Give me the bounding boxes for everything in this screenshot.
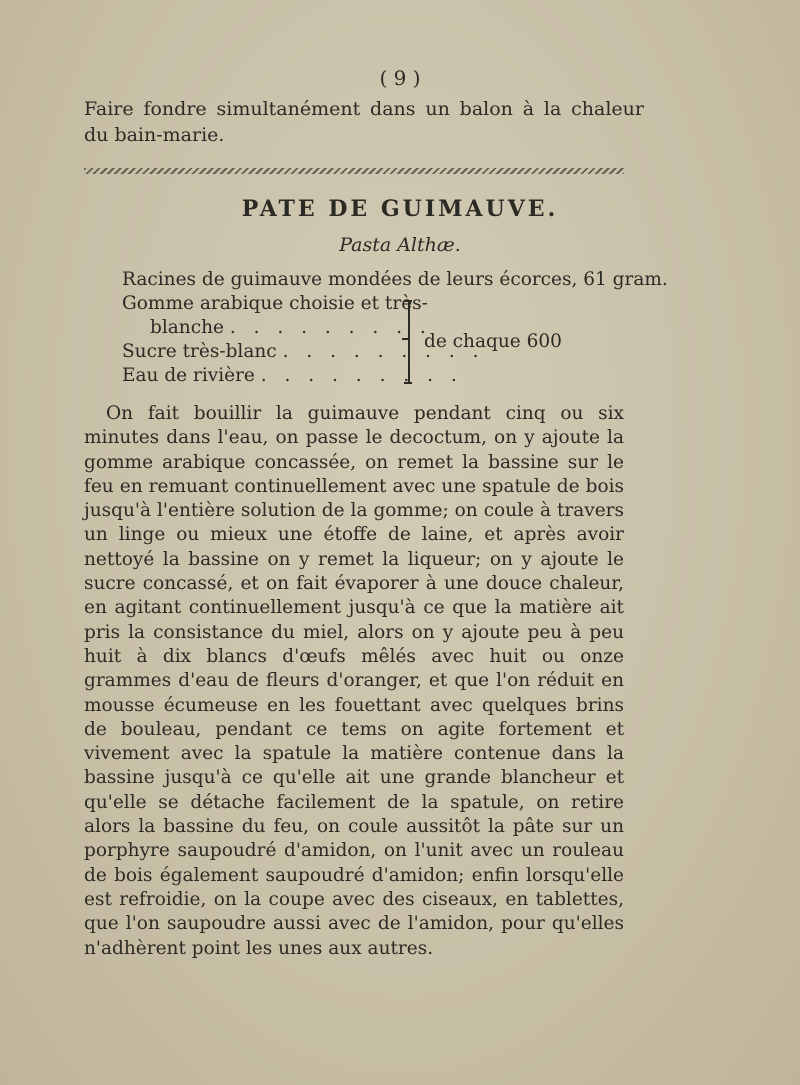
section-divider [84, 168, 624, 174]
quantity-each-label: de chaque 600 [424, 331, 562, 352]
latin-name: Pasta Althæ. [339, 234, 461, 256]
procedure-paragraph: On fait bouillir la guimauve pendant cinq ou six minutes dans l'eau, on passe le decoctum, on y ajoute la gomme arabique concassée, on remet la bassine sur le feu en remuant continuellement avec une spatule de bois jusqu'à l'entière solution de la gomme; on coule à travers un linge ou mieux une étoffe de laine, et après avoir nettoyé la bassine on y remet la liqueur; on y ajoute le sucre concassé, et on fait évaporer à une douce chaleur, en agitant continuellement jusqu'à ce que la matière ait pris la consistance du miel, alors on y ajoute peu à peu huit à dix blancs d'œufs mêlés avec huit ou onze grammes d'eau de fleurs d'oranger, et que l'on réduit en mousse écumeuse en les fouettant avec quelques brins de bouleau, pendant ce tems on agite fortement et vivement avec la spatule la matière contenue dans la bassine jusqu'à ce qu'elle ait une grande blancheur et qu'elle se détache facilement de la spatule, on retire alors la bassine du feu, on coule aussitôt la pâte sur un porphyre saupoudré d'amidon, on l'unit avec un rouleau de bois également saupoudré d'amidon; enfin lorsqu'elle est refroidie, on la coupe avec des ciseaux, en tablettes, que l'on saupoudre aussi avec de l'amidon, pour qu'elles n'adhèrent point les unes aux autres. [84, 403, 624, 959]
page-number: ( 9 ) [379, 66, 421, 90]
ingredient-name: Eau de rivière [122, 365, 255, 386]
grouping-brace [408, 300, 422, 384]
section-title: PATE DE GUIMAUVE. [241, 196, 559, 222]
ingredient-line-4 [122, 340, 642, 364]
intro-paragraph: Faire fondre simultanément dans un balon à la chaleur du bain-marie. [84, 98, 644, 146]
ingredient-line-2: Gomme arabique choisie et très- [122, 293, 428, 314]
ingredient-line-1: Racines de guimauve mondées de leurs écorces, 61 gram. [122, 269, 668, 290]
brace-point [402, 338, 408, 340]
ingredient-name: blanche [150, 317, 224, 338]
leader-dots: . . . . . . . . . [282, 341, 485, 362]
leader-dots: . . . . . . . . . [260, 365, 463, 386]
ingredient-line-5 [122, 364, 642, 388]
leader-dots: . . . . . . . . . [229, 317, 432, 338]
ingredient-name: Sucre très-blanc [122, 341, 277, 362]
